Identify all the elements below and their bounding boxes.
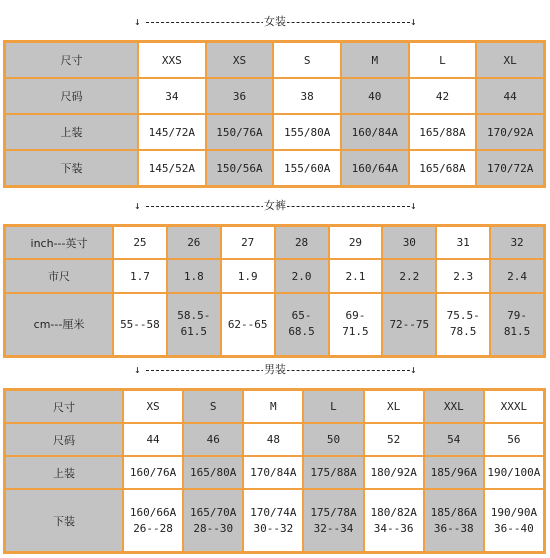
down-arrow-icon: ↓ bbox=[410, 363, 417, 376]
table-cell: 2.0 bbox=[275, 259, 329, 292]
table-cell: 48 bbox=[243, 423, 303, 456]
table-cell: 30 bbox=[382, 226, 436, 259]
table-row bbox=[5, 390, 544, 423]
row-label: 上装 bbox=[5, 456, 123, 489]
table-cell: 72--75 bbox=[382, 293, 436, 356]
table-cell: XL bbox=[476, 42, 544, 78]
row-label: 尺码 bbox=[5, 78, 138, 114]
women-divider bbox=[0, 14, 550, 30]
table-cell: 165/80A bbox=[183, 456, 243, 489]
table-cell: 44 bbox=[123, 423, 183, 456]
table-cell: 170/92A bbox=[476, 114, 544, 150]
row-label: 下装 bbox=[5, 489, 123, 552]
men-divider bbox=[0, 362, 550, 378]
table-cell: 26 bbox=[167, 226, 221, 259]
women-pants-size-table bbox=[3, 224, 546, 358]
down-arrow-icon: ↓ bbox=[134, 199, 141, 212]
table-cell: 56 bbox=[484, 423, 544, 456]
table-cell: XL bbox=[364, 390, 424, 423]
table-row bbox=[5, 114, 544, 150]
women-size-table bbox=[3, 40, 546, 188]
table-cell: 165/88A bbox=[409, 114, 477, 150]
table-cell: 54 bbox=[424, 423, 484, 456]
table-cell: S bbox=[183, 390, 243, 423]
table-row bbox=[5, 489, 544, 552]
table-cell: 34 bbox=[138, 78, 206, 114]
table-cell: 40 bbox=[341, 78, 409, 114]
table-cell: 2.1 bbox=[329, 259, 383, 292]
row-label: 尺码 bbox=[5, 423, 123, 456]
row-label: cm---厘米 bbox=[5, 293, 113, 356]
table-cell: 160/84A bbox=[341, 114, 409, 150]
down-arrow-icon: ↓ bbox=[410, 15, 417, 28]
table-cell: 180/82A 34--36 bbox=[364, 489, 424, 552]
table-cell: 52 bbox=[364, 423, 424, 456]
table-cell: 155/80A bbox=[273, 114, 341, 150]
table-cell: 2.3 bbox=[436, 259, 490, 292]
table-cell: 185/86A 36--38 bbox=[424, 489, 484, 552]
table-cell: 50 bbox=[303, 423, 363, 456]
men-section-title: 男装 bbox=[264, 363, 286, 376]
table-cell: 38 bbox=[273, 78, 341, 114]
down-arrow-icon: ↓ bbox=[134, 363, 141, 376]
table-cell: 36 bbox=[206, 78, 274, 114]
table-cell: 28 bbox=[275, 226, 329, 259]
table-cell: 44 bbox=[476, 78, 544, 114]
table-cell: 150/76A bbox=[206, 114, 274, 150]
men-size-table bbox=[3, 388, 546, 554]
table-cell: 69- 71.5 bbox=[329, 293, 383, 356]
table-cell: XXXL bbox=[484, 390, 544, 423]
table-cell: 46 bbox=[183, 423, 243, 456]
table-cell: 160/64A bbox=[341, 150, 409, 186]
table-cell: 58.5- 61.5 bbox=[167, 293, 221, 356]
table-cell: 79- 81.5 bbox=[490, 293, 544, 356]
table-cell: 1.8 bbox=[167, 259, 221, 292]
row-label: 下装 bbox=[5, 150, 138, 186]
table-row bbox=[5, 259, 544, 292]
women-section-title: 女装 bbox=[264, 15, 286, 28]
table-row bbox=[5, 78, 544, 114]
women-pants-divider bbox=[0, 198, 550, 214]
table-cell: 65- 68.5 bbox=[275, 293, 329, 356]
table-cell: XXS bbox=[138, 42, 206, 78]
row-label: 尺寸 bbox=[5, 390, 123, 423]
table-cell: 2.4 bbox=[490, 259, 544, 292]
table-cell: 190/100A bbox=[484, 456, 544, 489]
table-cell: 165/70A 28--30 bbox=[183, 489, 243, 552]
table-cell: 185/96A bbox=[424, 456, 484, 489]
table-cell: 32 bbox=[490, 226, 544, 259]
table-cell: 190/90A 36--40 bbox=[484, 489, 544, 552]
table-cell: 165/68A bbox=[409, 150, 477, 186]
table-row bbox=[5, 150, 544, 186]
table-cell: 31 bbox=[436, 226, 490, 259]
table-cell: M bbox=[243, 390, 303, 423]
row-label: 尺寸 bbox=[5, 42, 138, 78]
table-row bbox=[5, 226, 544, 259]
table-cell: 145/52A bbox=[138, 150, 206, 186]
table-cell: 145/72A bbox=[138, 114, 206, 150]
table-cell: 170/74A 30--32 bbox=[243, 489, 303, 552]
table-cell: 150/56A bbox=[206, 150, 274, 186]
table-cell: 170/84A bbox=[243, 456, 303, 489]
table-cell: 25 bbox=[113, 226, 167, 259]
table-row bbox=[5, 456, 544, 489]
table-cell: 55--58 bbox=[113, 293, 167, 356]
table-cell: 170/72A bbox=[476, 150, 544, 186]
table-cell: 75.5- 78.5 bbox=[436, 293, 490, 356]
row-label: inch---英寸 bbox=[5, 226, 113, 259]
row-label: 市尺 bbox=[5, 259, 113, 292]
table-cell: XS bbox=[206, 42, 274, 78]
table-cell: 42 bbox=[409, 78, 477, 114]
table-cell: 29 bbox=[329, 226, 383, 259]
table-cell: 155/60A bbox=[273, 150, 341, 186]
table-row bbox=[5, 293, 544, 356]
down-arrow-icon: ↓ bbox=[410, 199, 417, 212]
table-cell: S bbox=[273, 42, 341, 78]
table-cell: 2.2 bbox=[382, 259, 436, 292]
table-cell: M bbox=[341, 42, 409, 78]
table-cell: XXL bbox=[424, 390, 484, 423]
table-cell: 27 bbox=[221, 226, 275, 259]
table-cell: L bbox=[303, 390, 363, 423]
table-cell: 175/88A bbox=[303, 456, 363, 489]
table-cell: 160/66A 26--28 bbox=[123, 489, 183, 552]
down-arrow-icon: ↓ bbox=[134, 15, 141, 28]
row-label: 上装 bbox=[5, 114, 138, 150]
table-cell: 1.7 bbox=[113, 259, 167, 292]
table-row bbox=[5, 42, 544, 78]
table-cell: 180/92A bbox=[364, 456, 424, 489]
table-cell: XS bbox=[123, 390, 183, 423]
table-cell: 1.9 bbox=[221, 259, 275, 292]
table-cell: 160/76A bbox=[123, 456, 183, 489]
table-cell: L bbox=[409, 42, 477, 78]
table-row bbox=[5, 423, 544, 456]
table-cell: 62--65 bbox=[221, 293, 275, 356]
table-cell: 175/78A 32--34 bbox=[303, 489, 363, 552]
women-pants-section-title: 女裤 bbox=[264, 199, 286, 212]
